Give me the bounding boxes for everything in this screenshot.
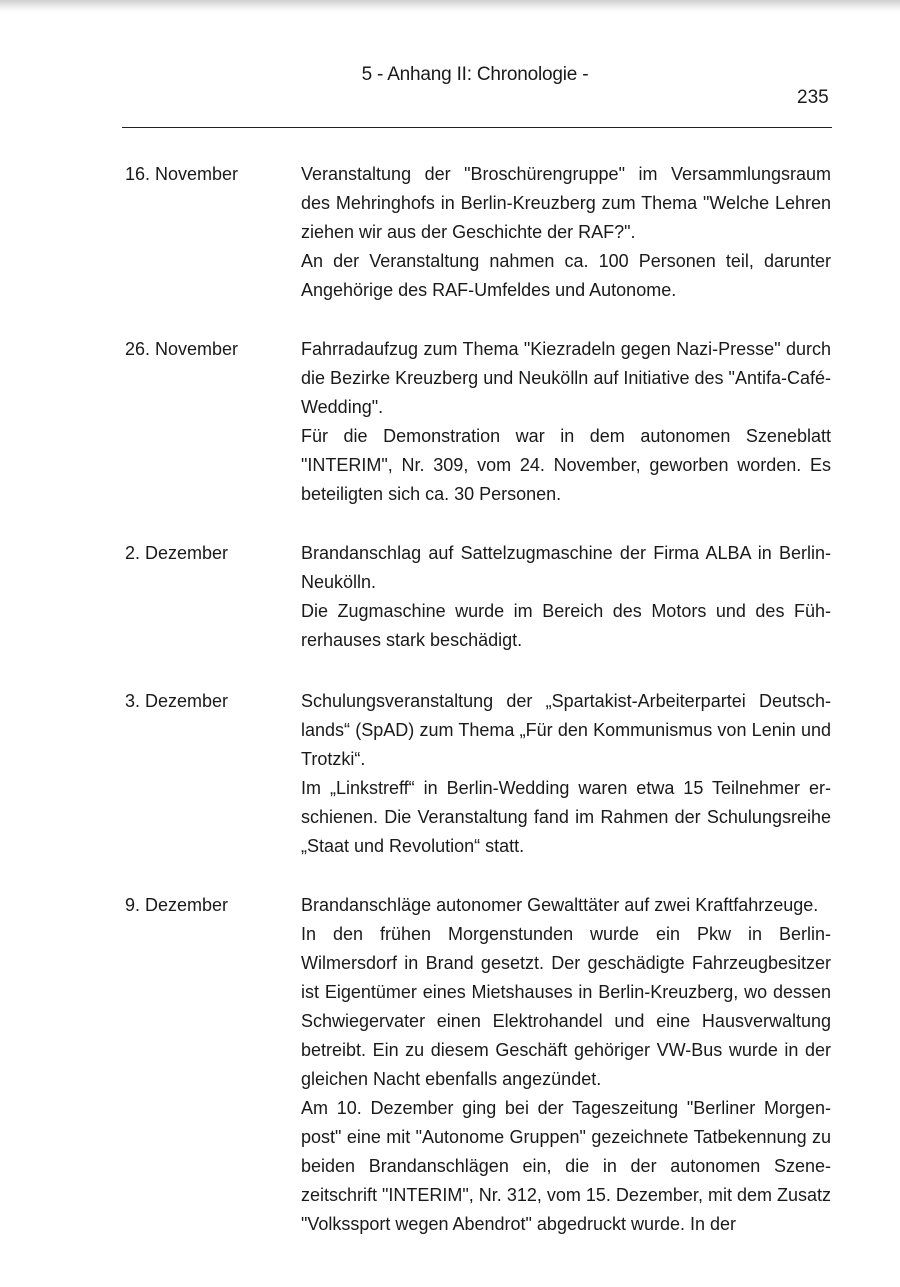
chronology-entry <box>0 160 900 305</box>
chronology-entry <box>0 891 900 1239</box>
scan-edge-shadow <box>0 0 900 12</box>
entry-paragraph: Brandanschläge autonomer Gewalttäter auf zwei Kraftfahrzeuge. <box>301 895 819 915</box>
entry-date: 26. November <box>125 339 239 359</box>
entry-date: 16. November <box>125 164 239 184</box>
header-divider <box>122 127 832 128</box>
page-number: 235 <box>797 87 829 108</box>
entry-date: 3. Dezember <box>125 691 229 711</box>
entry-paragraph: An der Veranstaltung nahmen ca. 100 Personen teil, darunter Angehörige des RAF-Umfeldes und Autonome. <box>301 251 831 300</box>
entry-paragraph: In den frühen Morgenstunden wurde ein Pkw in Berlin-Wilmersdorf in Brand gesetzt. Der geschädigte Fahrzeugbesitzer ist Eigentümer eines Mietshauses in Berlin-Kreuzberg, wo dessen Schwiegervater einen Elektrohandel und eine Hausverwaltung betreibt. Ein zu diesem Geschäft gehöriger VW-Bus wurde in der gleichen Nacht ebenfalls angezündet. <box>301 924 831 1089</box>
entry-paragraph: Fahrradaufzug zum Thema "Kiezradeln gegen Nazi-Presse" durch die Bezirke Kreuzberg und Neukölln auf Initiative des "Antifa-Café-Wedding". <box>301 339 831 417</box>
entry-text <box>301 687 831 861</box>
page-header-title: 5 - Anhang II: Chronologie - <box>361 64 589 85</box>
entry-date: 2. Dezember <box>125 543 229 563</box>
chronology-entry <box>0 335 900 509</box>
chronology-entries <box>0 160 900 1239</box>
entry-text <box>301 335 831 509</box>
entry-text <box>301 539 831 655</box>
entry-paragraph: Die Zugmaschine wurde im Bereich des Motors und des Führerhauses stark beschädigt. <box>301 601 831 650</box>
entry-text <box>301 891 831 1239</box>
entry-paragraph: Brandanschlag auf Sattelzugmaschine der Firma ALBA in Berlin-Neukölln. <box>301 543 831 592</box>
entry-paragraph: Schulungsveranstaltung der „Spartakist-Arbeiterpartei Deutschlands“ (SpAD) zum Thema „Für den Kommunismus von Lenin und Trotzki“. <box>301 691 831 769</box>
entry-paragraph: Am 10. Dezember ging bei der Tageszeitung "Berliner Morgenpost" eine mit "Autonome Gruppen" gezeichnete Tatbekennung zu beiden Brandanschlägen ein, die in der autonomen Szenezeitschrift "INTERIM", Nr. 312, vom 15. Dezember, mit dem Zusatz "Volkssport wegen Abendrot" abgedruckt wurde. In der <box>301 1098 831 1234</box>
chronology-entry <box>0 539 900 655</box>
entry-paragraph: Im „Linkstreff“ in Berlin-Wedding waren etwa 15 Teilnehmer erschienen. Die Veranstaltung fand im Rahmen der Schulungsreihe „Staat und Revolution“ statt. <box>301 778 831 856</box>
chronology-entry <box>0 687 900 861</box>
entry-date: 9. Dezember <box>125 895 229 915</box>
entry-text <box>301 160 831 305</box>
entry-paragraph: Für die Demonstration war in dem autonomen Szeneblatt "INTERIM", Nr. 309, vom 24. November, geworben worden. Es beteiligten sich ca. 30 Personen. <box>301 426 831 504</box>
entry-paragraph: Veranstaltung der "Broschürengruppe" im Versammlungsraum des Mehringhofs in Berlin-Kreuzberg zum Thema "Welche Lehren ziehen wir aus der Geschichte der RAF?". <box>301 164 831 242</box>
